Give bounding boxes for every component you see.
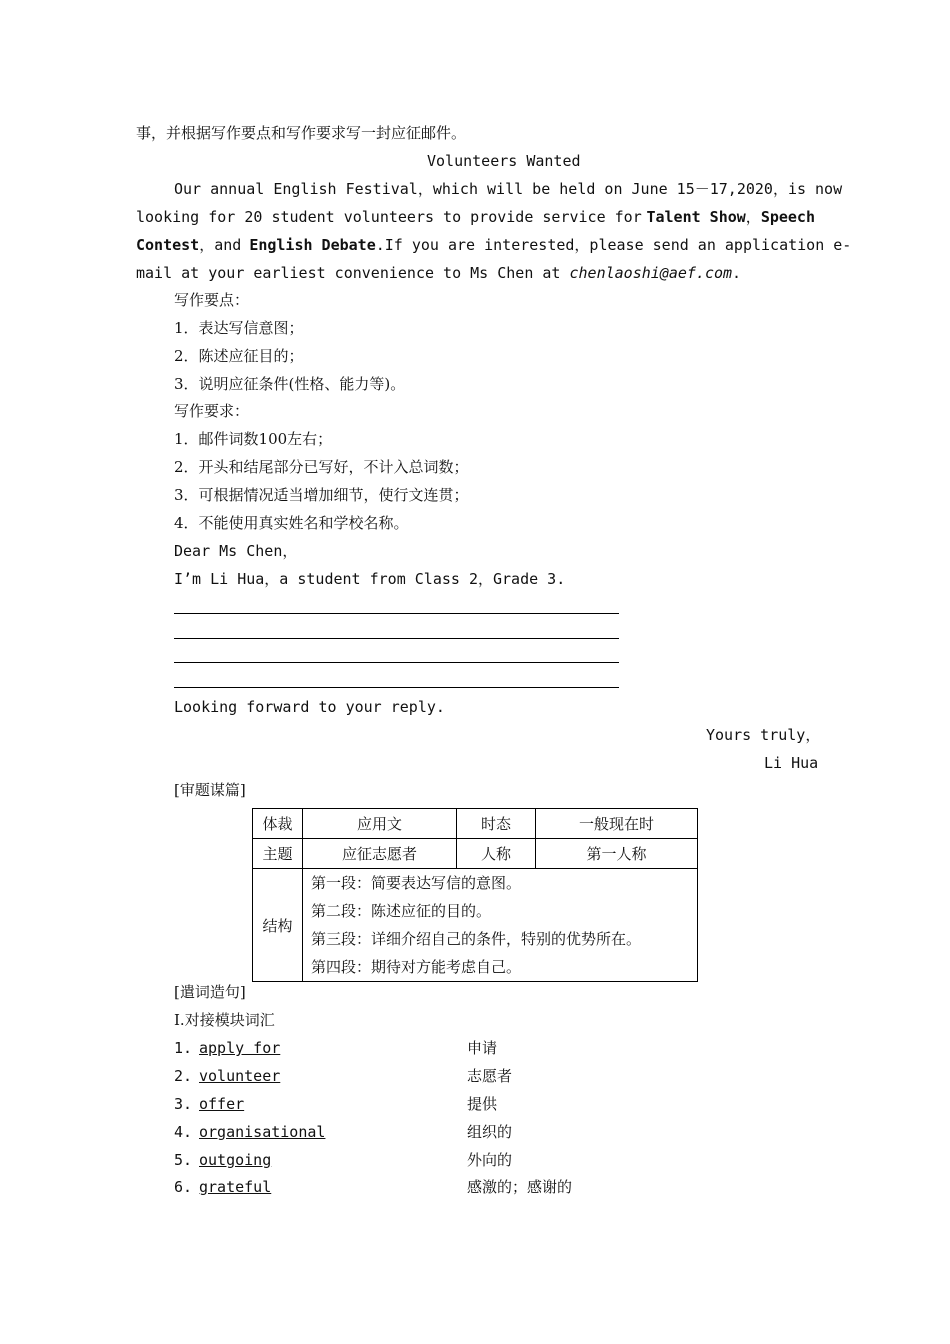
structure-cell	[303, 869, 698, 982]
vocab-number: 5.	[174, 1151, 193, 1169]
vocab-chinese: 申请	[467, 1039, 498, 1057]
answer-line	[174, 638, 619, 639]
answer-line	[174, 613, 619, 614]
period: .	[732, 264, 742, 282]
structure-item: 第二段：陈述应征的目的。	[311, 902, 492, 920]
requirement-item: 2．开头和结尾部分已写好，不计入总词数；	[174, 458, 469, 476]
ad-line-2-events	[646, 207, 815, 227]
email-address: chenlaoshi@aef.com	[569, 264, 733, 282]
vocab-english: organisational	[199, 1123, 326, 1141]
english-debate: English Debate	[249, 236, 376, 254]
requirement-item: 3．可根据情况适当增加细节，使行文连贯；	[174, 486, 469, 504]
wording-section: Ⅰ.对接模块词汇	[174, 1011, 275, 1029]
vocab-number: 1.	[174, 1039, 193, 1057]
vocab-english: offer	[199, 1095, 245, 1113]
vocab-number: 4.	[174, 1123, 193, 1141]
analysis-heading: [审题谋篇]	[174, 781, 246, 799]
vocab-english: outgoing	[199, 1151, 272, 1169]
structure-item: 第四段：期待对方能考虑自己。	[311, 958, 522, 976]
vocab-english: volunteer	[199, 1067, 281, 1085]
vocab-number: 2.	[174, 1067, 193, 1085]
and-text: ，and	[199, 236, 242, 254]
letter-name: Li Hua	[764, 754, 819, 772]
contest-word: Contest	[136, 236, 200, 254]
ad-line-3	[136, 235, 852, 255]
speech-word: Speech	[760, 208, 815, 226]
vocab-english: apply for	[199, 1039, 281, 1057]
ad-title: Volunteers Wanted	[427, 152, 581, 170]
letter-signoff: Yours truly，	[706, 726, 821, 744]
talent-show: Talent Show	[646, 208, 746, 226]
vocab-chinese: 提供	[467, 1095, 498, 1113]
structure-label: 结构	[253, 869, 303, 982]
ad-line-2-text: looking for 20 student volunteers to provide service for	[136, 208, 642, 226]
topic-value: 应征志愿者	[303, 839, 457, 869]
wording-heading: [遣词造句]	[174, 983, 246, 1001]
letter-greeting: Dear Ms Chen，	[174, 542, 298, 560]
vocab-chinese: 组织的	[467, 1123, 513, 1141]
ad-line-3-rest: .If you are interested，please send an application e-	[375, 236, 852, 254]
requirement-item: 4．不能使用真实姓名和学校名称。	[174, 514, 409, 532]
letter-closing: Looking forward to your reply.	[174, 698, 445, 716]
vocab-number: 6.	[174, 1178, 193, 1196]
genre-label: 体裁	[253, 809, 303, 839]
vocab-chinese: 感激的；感谢的	[467, 1178, 573, 1196]
answer-line	[174, 662, 619, 663]
point-item: 1．表达写信意图；	[174, 319, 304, 337]
requirement-item: 1．邮件词数100左右；	[174, 430, 333, 448]
answer-line	[174, 687, 619, 688]
structure-item: 第一段：简要表达写信的意图。	[311, 874, 522, 892]
tense-label: 时态	[457, 809, 536, 839]
person-value: 第一人称	[536, 839, 698, 869]
ad-line-2	[136, 207, 815, 227]
point-item: 3．说明应征条件(性格、能力等)。	[174, 375, 406, 393]
ad-line-4	[136, 263, 741, 283]
vocab-chinese: 外向的	[467, 1151, 513, 1169]
comma: ，	[745, 208, 761, 226]
structure-item: 第三段：详细介绍自己的条件，特别的优势所在。	[311, 930, 642, 948]
vocab-chinese: 志愿者	[467, 1067, 513, 1085]
letter-opening: I’m Li Hua，a student from Class 2，Grade 3.	[174, 570, 566, 588]
genre-value: 应用文	[303, 809, 457, 839]
table-row	[253, 839, 698, 869]
tense-value: 一般现在时	[536, 809, 698, 839]
topic-label: 主题	[253, 839, 303, 869]
point-item: 2．陈述应征目的；	[174, 347, 304, 365]
points-heading: 写作要点：	[174, 291, 250, 309]
vocab-number: 3.	[174, 1095, 193, 1113]
vocab-english: grateful	[199, 1178, 272, 1196]
ad-line-1: Our annual English Festival，which will be held on June 15－17,2020，is now	[174, 180, 843, 198]
ad-line-4-text: mail at your earliest convenience to Ms Chen at	[136, 264, 561, 282]
requirements-heading: 写作要求：	[174, 402, 250, 420]
table-row	[253, 809, 698, 839]
table-row	[253, 869, 698, 982]
intro-line: 事，并根据写作要点和写作要求写一封应征邮件。	[136, 124, 467, 142]
analysis-table	[252, 808, 698, 982]
person-label: 人称	[457, 839, 536, 869]
